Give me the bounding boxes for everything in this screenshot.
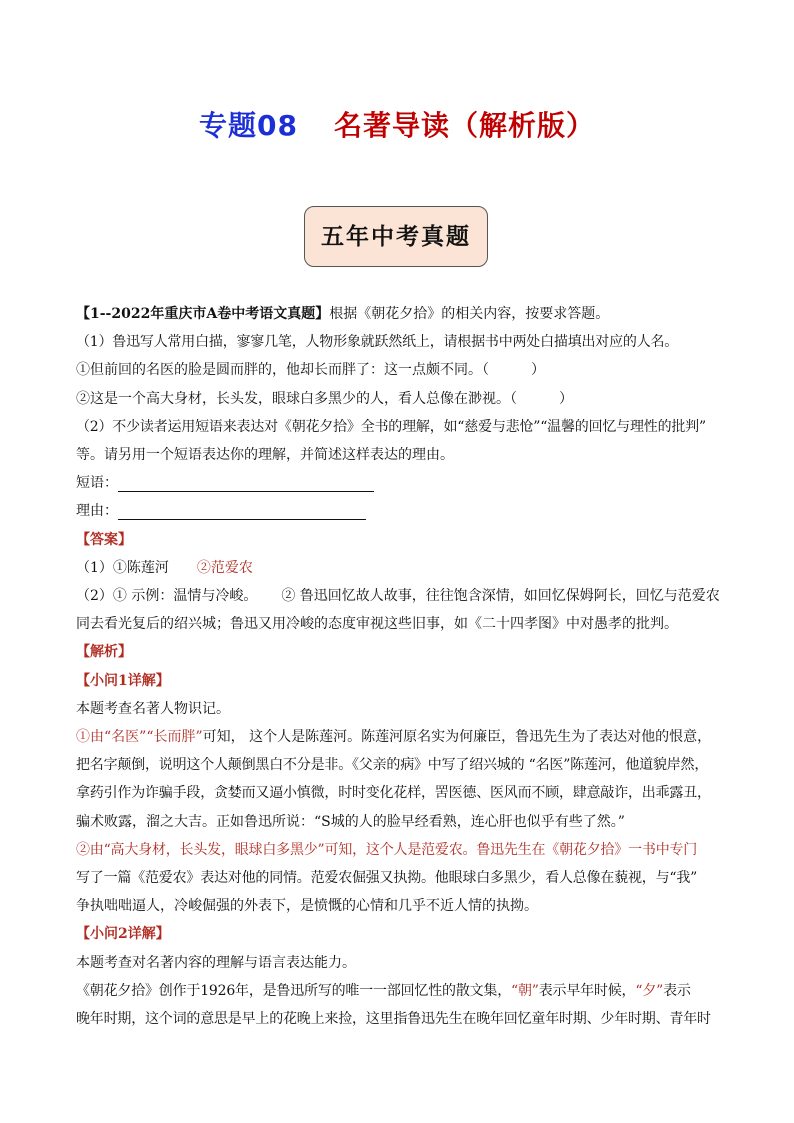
question-1b: ②这是一个高大身材，长头发，眼球白多黑少的人，看人总像在渺视。（ ） xyxy=(76,390,573,407)
reason-blank xyxy=(118,503,366,520)
analysis-p3-text-c: 表示 xyxy=(663,982,691,999)
analysis-p2-line1: ②由“高大身材，长头发，眼球白多黑少”可知，这个人是范爱农。鲁迅先生在《朝花夕拾》一书中专门 xyxy=(76,841,698,858)
analysis-heading: 【解析】 xyxy=(76,644,132,661)
analysis-p2-line3: 争执咄咄逼人，冷峻倔强的外表下，是愤慨的心情和几乎不近人情的执拗。 xyxy=(76,898,538,915)
analysis-p1-text: 可知， 这个人是陈莲河。陈莲河原名实为何廉臣，鲁迅先生为了表达对他的恨意， xyxy=(202,729,712,746)
answer-2-line1 xyxy=(76,582,726,610)
title-edition: （解析版） xyxy=(449,109,595,142)
phrase-label: 短语： xyxy=(76,475,118,492)
analysis-p1-line2: 把名字颠倒，说明这个人颠倒黑白不分是非。《父亲的病》中写了绍兴城的 “名医”陈莲河，他道貌岸然， xyxy=(76,757,709,774)
question-source: 【1--2022年重庆市A卷中考语文真题】 xyxy=(76,306,330,322)
title-topic-name: 名著导读 xyxy=(333,109,450,142)
analysis-p3-text-b: 表示早年时候， xyxy=(538,982,636,999)
question-stem: 根据《朝花夕拾》的相关内容，按要求答题。 xyxy=(329,306,610,322)
question-stem-line xyxy=(76,300,726,328)
answer-2-line2: 同去看光复后的绍兴城；鲁迅又用冷峻的态度审视这些旧事，如《二十四孝图》中对愚孝的批判。 xyxy=(76,616,678,633)
analysis-p3-text-a: 《朝花夕拾》创作于1926年，是鲁迅所写的唯一一部回忆性的散文集， xyxy=(76,982,512,999)
analysis-p3-evening: “夕” xyxy=(635,982,664,999)
question-1a: ①但前回的名医的脸是圆而胖的，他却长而胖了：这一点颇不同。（ ） xyxy=(76,362,545,379)
answer-2-explanation: ② 鲁迅回忆故人故事，往往饱含深情，如回忆保姆阿长，回忆与范爱农 xyxy=(281,588,720,605)
analysis-p1-quote: ①由“名医”“长而胖” xyxy=(76,729,203,746)
analysis-p2-line2: 写了一篇《范爱农》表达对他的同情。范爱农倔强又执拗。他眼球白多黑少，看人总像在藐视，与“我” xyxy=(76,870,698,887)
analysis-p3-line2: 晚年时期，这个词的意思是早上的花晚上来捡，这里指鲁迅先生在晚年回忆童年时期、少年时期、青年时 xyxy=(76,1011,711,1028)
answer-1 xyxy=(76,554,726,582)
question-1: （1）鲁迅写人常用白描，寥寥几笔，人物形象就跃然纸上，请根据书中两处白描填出对应的人名。 xyxy=(76,334,679,351)
answer-1-second: ②范爱农 xyxy=(196,559,253,576)
question-2-line1: （2）不少读者运用短语来表达对《朝花夕拾》全书的理解，如“慈爱与悲怆”“温馨的回忆与理性的批判” xyxy=(76,418,706,435)
answer-2-example: （2）① 示例：温情与冷峻。 xyxy=(76,588,258,605)
phrase-answer-line xyxy=(76,469,726,497)
analysis-p1-line1 xyxy=(76,723,726,751)
section-heading-box: 五年中考真题 xyxy=(304,206,488,267)
reason-answer-line xyxy=(76,497,726,525)
sub-question-2-intro: 本题考查对名著内容的理解与语言表达能力。 xyxy=(76,954,356,971)
analysis-p3-morning: “朝” xyxy=(511,982,539,999)
sub-question-2-heading: 【小问2详解】 xyxy=(76,926,170,943)
sub-question-1-heading: 【小问1详解】 xyxy=(76,672,170,689)
analysis-p1-line3: 拿药引作为诈骗手段，贪婪而又逼小慎微，时时变化花样，罟医德、医风而不顾，肆意敲诈，出乖露丑， xyxy=(76,785,711,802)
document-body xyxy=(76,300,726,1033)
answer-1-first: （1）①陈莲河 xyxy=(76,559,169,576)
phrase-blank xyxy=(118,475,374,492)
page-title xyxy=(0,104,794,144)
reason-label: 理由： xyxy=(76,503,118,520)
sub-question-1-intro: 本题考查名著人物识记。 xyxy=(76,700,230,717)
question-2-line2: 等。请另用一个短语表达你的理解，并简述这样表达的理由。 xyxy=(76,447,454,464)
title-topic-number: 专题08 xyxy=(199,109,298,142)
analysis-p1-line4: 骗术败露，溜之大吉。正如鲁迅所说：“S城的人的脸早经看熟，连心肝也似乎有些了然。” xyxy=(76,813,625,830)
answer-heading: 【答案】 xyxy=(76,531,132,548)
analysis-p3-line1 xyxy=(76,977,726,1005)
